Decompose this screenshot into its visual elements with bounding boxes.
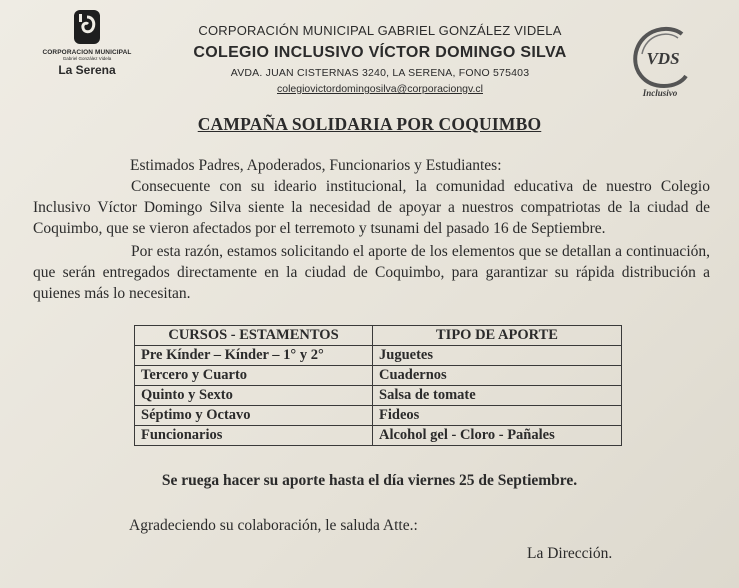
municipal-logo — [42, 8, 132, 77]
school-name: COLEGIO INCLUSIVO VÍCTOR DOMINGO SILVA — [193, 44, 567, 61]
cell-course: Pre Kínder – Kínder – 1° y 2° — [135, 346, 373, 366]
school-logo-tagline: Inclusivo — [642, 88, 678, 98]
column-header-contribution: TIPO DE APORTE — [373, 326, 622, 346]
cell-course: Tercero y Cuarto — [135, 366, 373, 386]
contributions-table — [134, 325, 622, 446]
campaign-title: CAMPAÑA SOLIDARIA POR COQUIMBO — [197, 114, 542, 134]
greeting: Estimados Padres, Apoderados, Funcionarios y Estudiantes: — [130, 157, 502, 174]
cell-course: Séptimo y Octavo — [135, 406, 373, 426]
cell-contribution: Alcohol gel - Cloro - Pañales — [373, 426, 622, 446]
school-logo-monogram: VDS — [646, 49, 680, 68]
municipal-logo-org: CORPORACION MUNICIPAL — [42, 49, 132, 56]
signature: La Dirección. — [527, 545, 613, 562]
paragraph-request: Por esta razón, estamos solicitando el aporte de los elementos que se detallan a continuación, que serán entregados directamente en la ciudad de Coquimbo, para garantizar su rápida distribución a quienes más lo necesitan. — [33, 243, 710, 302]
table-row — [135, 366, 622, 386]
cell-course: Quinto y Sexto — [135, 386, 373, 406]
paragraph-intro: Consecuente con su ideario institucional, la comunidad educativa de nuestro Colegio Inclusivo Víctor Domingo Silva siente la necesidad de apoyar a nuestros compatriotas de la ciudad de Coquimbo, que se vieron afectados por el terremoto y tsunami del pasado 16 de Septiembre. — [33, 178, 710, 237]
table-row — [135, 406, 622, 426]
vds-monogram-icon — [630, 24, 695, 104]
cell-contribution: Salsa de tomate — [373, 386, 622, 406]
cell-contribution: Juguetes — [373, 346, 622, 366]
cell-course: Funcionarios — [135, 426, 373, 446]
school-address: AVDA. JUAN CISTERNAS 3240, LA SERENA, FONO 575403 — [230, 67, 530, 79]
school-logo — [630, 24, 695, 104]
spiral-logo-icon — [72, 8, 102, 46]
cell-contribution: Cuadernos — [373, 366, 622, 386]
table-row — [135, 426, 622, 446]
closing-line: Agradeciendo su colaboración, le saluda Atte.: — [129, 517, 418, 534]
table-row — [135, 346, 622, 366]
municipal-logo-city: La Serena — [58, 63, 116, 77]
table-header-row — [135, 326, 622, 346]
deadline-note: Se ruega hacer su aporte hasta el día viernes 25 de Septiembre. — [161, 472, 578, 489]
corporation-name: CORPORACIÓN MUNICIPAL GABRIEL GONZÁLEZ VIDELA — [198, 23, 562, 38]
cell-contribution: Fideos — [373, 406, 622, 426]
column-header-courses: CURSOS - ESTAMENTOS — [135, 326, 373, 346]
school-email: colegiovictordomingosilva@corporaciongv.cl — [277, 83, 483, 95]
municipal-logo-suborg: Gabriel González Videla — [62, 56, 112, 61]
table-row — [135, 386, 622, 406]
